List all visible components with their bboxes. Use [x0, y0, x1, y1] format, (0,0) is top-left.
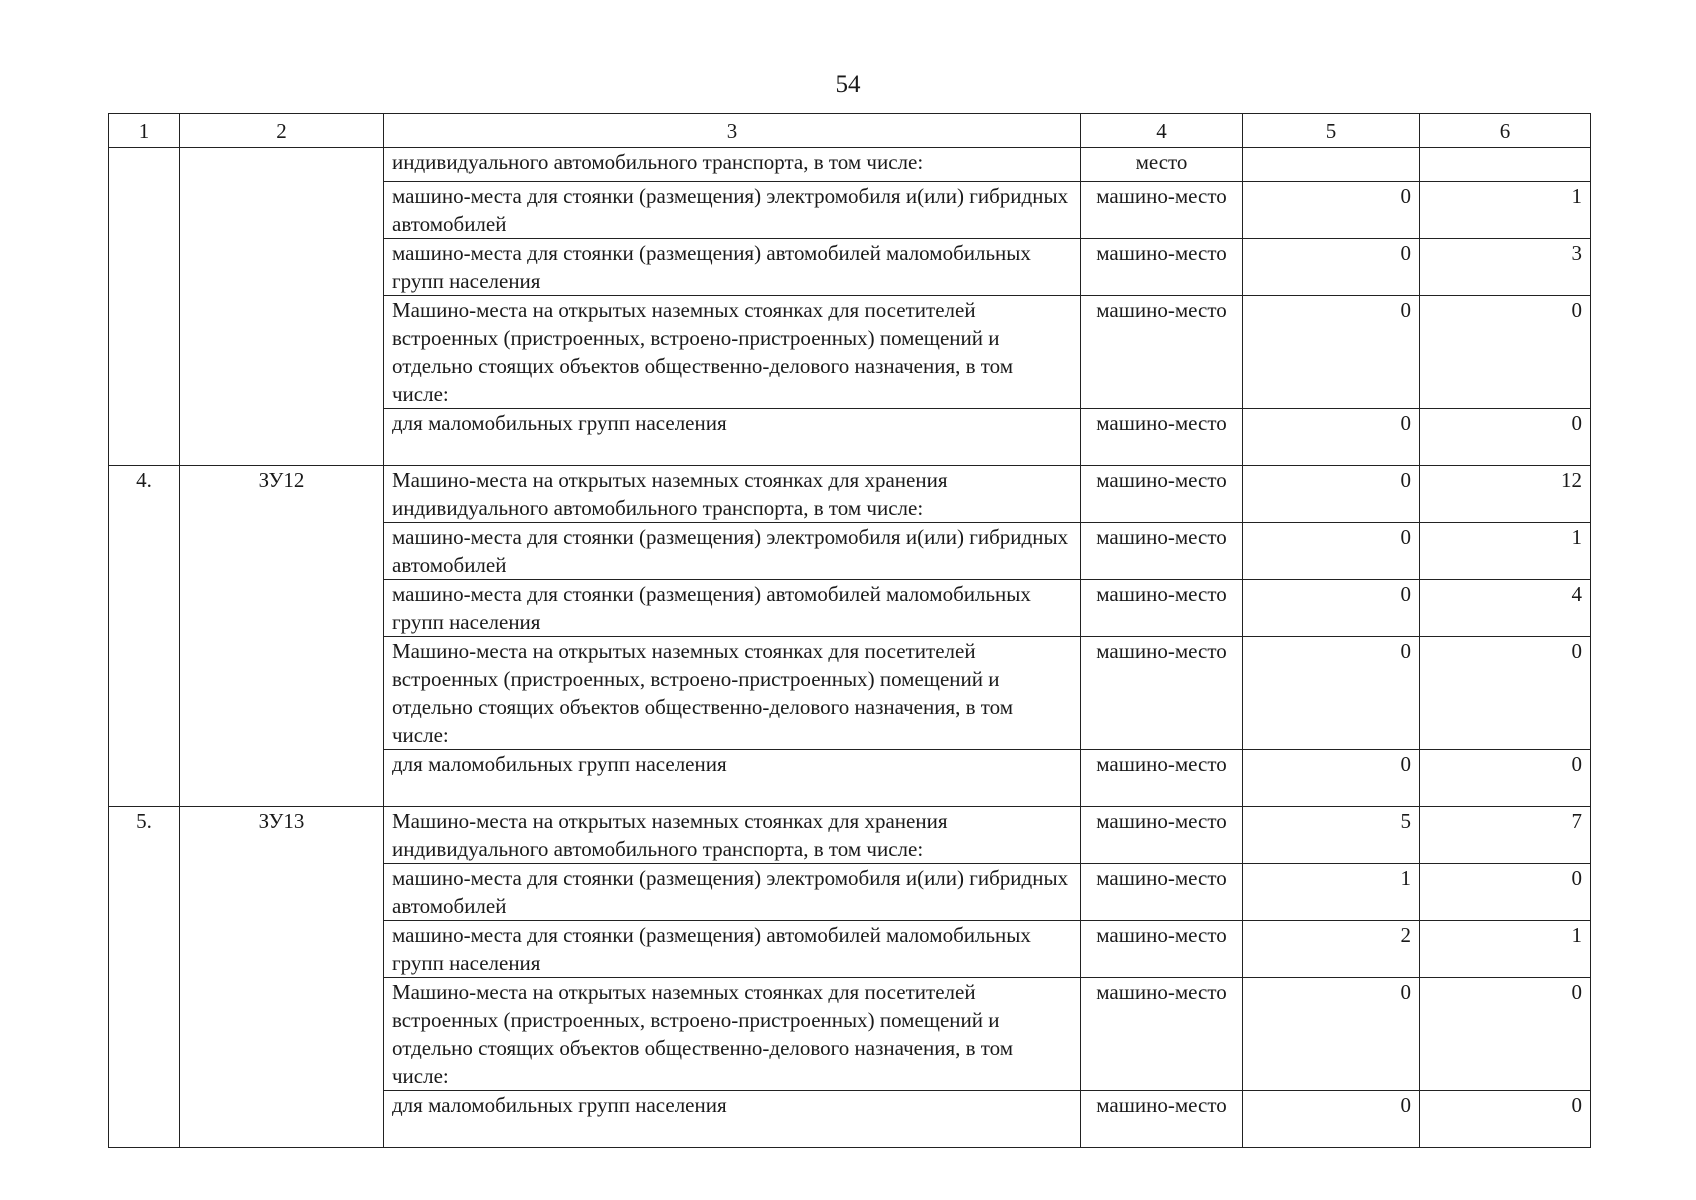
row-value-col5: 1 — [1243, 864, 1420, 921]
row-unit: машино-место — [1081, 864, 1243, 921]
row-unit: машино-место — [1081, 523, 1243, 580]
row-value-col5: 0 — [1243, 296, 1420, 409]
header-col-5: 5 — [1243, 114, 1420, 148]
row-unit: машино-место — [1081, 580, 1243, 637]
row-value-col6: 1 — [1420, 921, 1591, 978]
row-value-col6: 0 — [1420, 409, 1591, 466]
row-description: Машино-места на открытых наземных стоянках для посетителей встроенных (пристроенных, встроено-пристроенных) помещений и отдельно стоящих объектов общественно-делового назначения, в том числе: — [384, 978, 1081, 1091]
row-unit: машино-место — [1081, 296, 1243, 409]
row-unit: машино-место — [1081, 182, 1243, 239]
row-unit: машино-место — [1081, 978, 1243, 1091]
row-unit: машино-место — [1081, 807, 1243, 864]
row-value-col5: 0 — [1243, 409, 1420, 466]
row-description: для маломобильных групп населения — [384, 1091, 1081, 1148]
row-unit: машино-место — [1081, 750, 1243, 807]
header-col-6: 6 — [1420, 114, 1591, 148]
row-unit: машино-место — [1081, 921, 1243, 978]
parking-table — [108, 113, 1591, 1148]
row-value-col5: 5 — [1243, 807, 1420, 864]
row-value-col6: 1 — [1420, 523, 1591, 580]
row-value-col5: 0 — [1243, 466, 1420, 523]
header-col-1: 1 — [109, 114, 180, 148]
row-value-col6: 3 — [1420, 239, 1591, 296]
header-col-2: 2 — [180, 114, 384, 148]
header-col-3: 3 — [384, 114, 1081, 148]
row-value-col6: 1 — [1420, 182, 1591, 239]
row-number: 5. — [109, 807, 180, 1148]
plot-id: ЗУ12 — [180, 466, 384, 807]
row-value-col5: 0 — [1243, 978, 1420, 1091]
row-description: машино-места для стоянки (размещения) автомобилей маломобильных групп населения — [384, 921, 1081, 978]
plot-id — [180, 148, 384, 466]
row-number: 4. — [109, 466, 180, 807]
row-description: Машино-места на открытых наземных стоянках для хранения индивидуального автомобильного транспорта, в том числе: — [384, 466, 1081, 523]
row-value-col5: 0 — [1243, 182, 1420, 239]
row-value-col6: 0 — [1420, 978, 1591, 1091]
row-value-col6: 0 — [1420, 864, 1591, 921]
table-row — [109, 807, 1591, 864]
table-row — [109, 148, 1591, 182]
page-number: 54 — [835, 71, 861, 98]
row-description: машино-места для стоянки (размещения) электромобиля и(или) гибридных автомобилей — [384, 864, 1081, 921]
row-value-col6: 0 — [1420, 637, 1591, 750]
row-value-col5: 0 — [1243, 1091, 1420, 1148]
row-value-col6: 0 — [1420, 750, 1591, 807]
row-value-col6: 0 — [1420, 296, 1591, 409]
row-value-col5: 2 — [1243, 921, 1420, 978]
row-unit: машино-место — [1081, 466, 1243, 523]
row-unit: машино-место — [1081, 239, 1243, 296]
row-unit: машино-место — [1081, 1091, 1243, 1148]
row-value-col6: 12 — [1420, 466, 1591, 523]
row-description: машино-места для стоянки (размещения) электромобиля и(или) гибридных автомобилей — [384, 182, 1081, 239]
row-unit: машино-место — [1081, 637, 1243, 750]
row-description: машино-места для стоянки (размещения) автомобилей маломобильных групп населения — [384, 239, 1081, 296]
row-description: машино-места для стоянки (размещения) автомобилей маломобильных групп населения — [384, 580, 1081, 637]
table-header-row — [109, 114, 1591, 148]
row-description: машино-места для стоянки (размещения) электромобиля и(или) гибридных автомобилей — [384, 523, 1081, 580]
row-value-col5: 0 — [1243, 580, 1420, 637]
row-value-col5: 0 — [1243, 239, 1420, 296]
row-value-col6: 4 — [1420, 580, 1591, 637]
row-value-col5: 0 — [1243, 637, 1420, 750]
row-description: для маломобильных групп населения — [384, 750, 1081, 807]
row-description: Машино-места на открытых наземных стоянках для хранения индивидуального автомобильного транспорта, в том числе: — [384, 807, 1081, 864]
row-description: для маломобильных групп населения — [384, 409, 1081, 466]
row-unit: место — [1081, 148, 1243, 182]
row-description: Машино-места на открытых наземных стоянках для посетителей встроенных (пристроенных, встроено-пристроенных) помещений и отдельно стоящих объектов общественно-делового назначения, в том числе: — [384, 637, 1081, 750]
row-value-col6: 7 — [1420, 807, 1591, 864]
header-col-4: 4 — [1081, 114, 1243, 148]
row-description: индивидуального автомобильного транспорта, в том числе: — [384, 148, 1081, 182]
row-description: Машино-места на открытых наземных стоянках для посетителей встроенных (пристроенных, встроено-пристроенных) помещений и отдельно стоящих объектов общественно-делового назначения, в том числе: — [384, 296, 1081, 409]
row-value-col6: 0 — [1420, 1091, 1591, 1148]
row-unit: машино-место — [1081, 409, 1243, 466]
plot-id: ЗУ13 — [180, 807, 384, 1148]
row-value-col6 — [1420, 148, 1591, 182]
row-value-col5 — [1243, 148, 1420, 182]
table-row — [109, 466, 1591, 523]
row-number — [109, 148, 180, 466]
row-value-col5: 0 — [1243, 750, 1420, 807]
row-value-col5: 0 — [1243, 523, 1420, 580]
